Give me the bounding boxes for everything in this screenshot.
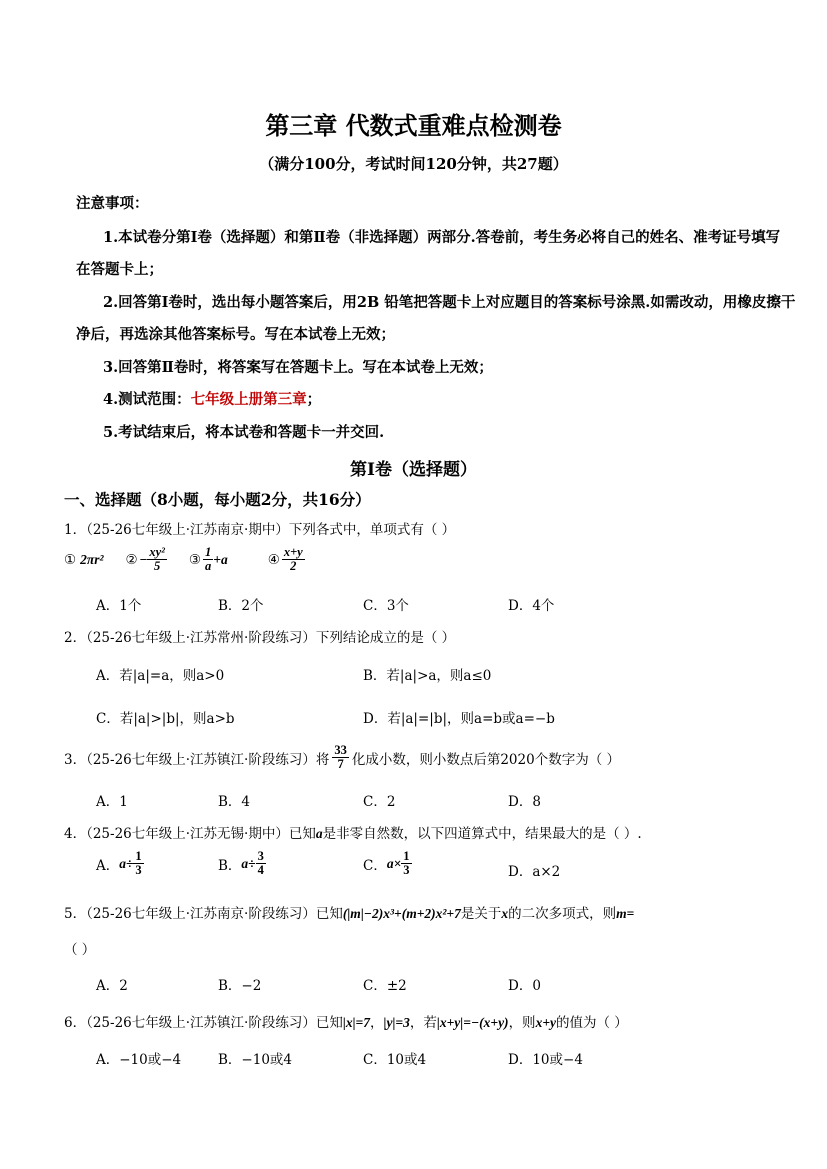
q5-answer-paren: （ ） (64, 942, 96, 958)
q4-stem-pre: 4．（25-26七年级上·江苏无锡·期中）已知 (64, 826, 316, 842)
q1-option-a[interactable]: A．1个 (96, 598, 142, 614)
q3-option-b[interactable]: B．4 (218, 794, 251, 810)
question-5-stem (64, 902, 634, 922)
q3-fraction (332, 744, 349, 771)
expr-3-den: a (205, 559, 212, 574)
note-item-5: 5.考试结束后，将本试卷和答题卡一并交回. (103, 424, 385, 441)
q6-cond-2: |y|=3 (383, 1015, 410, 1030)
q3-frac-den: 7 (337, 757, 344, 772)
q4-stem-post: 是非零自然数，以下四道算式中，结果最大的是（ ）. (322, 826, 642, 842)
q3-frac-num: 33 (334, 743, 347, 757)
expr-4-den: 2 (290, 559, 297, 574)
q3-option-d[interactable]: D．8 (508, 794, 541, 810)
expr-3-fraction (203, 546, 213, 573)
q6-mid: ，若 (409, 1015, 437, 1031)
expr-4-fraction (282, 546, 305, 573)
expr-3-num: 1 (205, 545, 212, 559)
expr-label-3: ③ (188, 551, 201, 568)
q4-b-num: 3 (257, 849, 264, 863)
q5-option-c[interactable]: C．±2 (363, 978, 407, 994)
q5-stem-mid: 是关于 (460, 906, 502, 922)
q5-var2: m (616, 906, 627, 921)
q6-option-b[interactable]: B．−10或4 (218, 1052, 292, 1068)
note-item-1: 1.本试卷分第Ⅰ卷（选择题）和第Ⅱ卷（非选择题）两部分.答卷前，考生务必将自己的姓名、准考证号填写 (103, 229, 781, 246)
note-item-2-cont: 净后，再选涂其他答案标号。写在本试卷上无效； (76, 326, 395, 343)
q5-expression: (|m|−2)x³+(m+2)x²+7 (342, 906, 461, 921)
q2-option-b[interactable]: B．若|a|>a，则a≤0 (363, 668, 492, 684)
q2-option-d[interactable]: D．若|a|=|b|，则a=b或a=−b (363, 711, 555, 727)
question-3-stem (64, 744, 620, 771)
note-item-1-cont: 在答题卡上； (76, 261, 163, 278)
q6-post: ，则 (508, 1015, 536, 1031)
q4-c-fraction (401, 850, 411, 877)
expr-label-4: ④ (267, 551, 280, 568)
q6-cond-1: |x|=7 (342, 1015, 370, 1030)
expr-1: 2πr² (80, 551, 104, 567)
question-1-expressions (64, 546, 305, 573)
q6-end: 的值为（ ） (556, 1015, 628, 1031)
question-2-stem: 2．（25-26七年级上·江苏常州·阶段练习）下列结论成立的是（ ） (64, 630, 456, 646)
q4-c-num: 1 (403, 849, 410, 863)
expr-label-2: ② (125, 551, 138, 568)
q5-option-b[interactable]: B．−2 (218, 978, 262, 994)
q6-cond-3: |x+y|=−(x+y) (436, 1015, 509, 1030)
q4-c-den: 3 (403, 863, 410, 878)
q5-stem-pre: 5．（25-26七年级上·江苏南京·阶段练习）已知 (64, 906, 343, 922)
q4-c-op: a× (386, 855, 402, 871)
expr-2-num: xy² (149, 545, 165, 559)
q4-option-c[interactable] (363, 850, 412, 877)
q4-option-d[interactable]: D．a×2 (508, 864, 561, 880)
section-title: 第Ⅰ卷（选择题） (350, 460, 477, 480)
question-1-stem: 1．（25-26七年级上·江苏南京·期中）下列各式中，单项式有（ ） (64, 522, 456, 538)
q6-option-a[interactable]: A．−10或−4 (96, 1052, 182, 1068)
expr-3-tail: +a (213, 551, 228, 567)
q4-a-den: 3 (135, 863, 142, 878)
q4-a-op: a÷ (119, 855, 134, 871)
q4-var: a (315, 826, 323, 841)
expr-2-den: 5 (153, 559, 161, 574)
q5-option-d[interactable]: D．0 (508, 978, 541, 994)
q3-stem-pre: 3．（25-26七年级上·江苏镇江·阶段练习）将 (64, 751, 330, 768)
q4-b-den: 4 (257, 863, 264, 878)
q4-b-op: a÷ (241, 855, 256, 871)
q4-a-label: A． (96, 857, 120, 874)
note-item-3: 3.回答第Ⅱ卷时，将答案写在答题卡上。写在本试卷上无效； (103, 359, 493, 376)
q3-option-a[interactable]: A．1 (96, 794, 128, 810)
q5-option-a[interactable]: A．2 (96, 978, 128, 994)
q4-b-label: B． (218, 857, 242, 874)
section-heading: 一、选择题（8小题，每小题2分，共16分） (64, 490, 371, 509)
q5-var: x (501, 906, 509, 921)
note-item-4-prefix: 4.测试范围： (103, 391, 191, 408)
question-6-stem: 6．（25-26七年级上·江苏镇江·阶段练习）已知|x|=7，|y|=3，若|x+y|=−(x+y)，则x+y的值为（ ） (64, 1015, 628, 1031)
expr-2-sign: − (139, 551, 148, 567)
q1-option-b[interactable]: B．2个 (218, 598, 264, 614)
page-title: 第三章 代数式重难点检测卷 (265, 111, 562, 140)
q5-stem-post: 的二次多项式，则 (508, 906, 617, 922)
q3-stem-post: 化成小数，则小数点后第2020个数字为（ ） (351, 751, 620, 768)
q4-b-fraction (256, 850, 266, 877)
q1-option-d[interactable]: D．4个 (508, 598, 555, 614)
note-item-4 (103, 388, 321, 409)
q6-option-c[interactable]: C．10或4 (363, 1052, 427, 1068)
expr-4-num: x+y (283, 545, 303, 559)
expr-label-1: ① (64, 551, 77, 568)
q6-option-d[interactable]: D．10或−4 (508, 1052, 583, 1068)
q6-stem-pre: 6．（25-26七年级上·江苏镇江·阶段练习）已知 (64, 1015, 343, 1031)
q1-option-c[interactable]: C．3个 (363, 598, 409, 614)
test-scope: 七年级上册第三章 (190, 391, 307, 408)
q5-eq: = (626, 906, 635, 921)
notes-heading: 注意事项： (76, 195, 149, 212)
note-item-2: 2.回答第Ⅰ卷时，选出每小题答案后，用2B 铅笔把答题卡上对应题目的答案标号涂黑.如需改动，用橡皮擦干 (103, 294, 796, 311)
q3-option-c[interactable]: C．2 (363, 794, 396, 810)
question-4-stem (64, 822, 642, 842)
q4-c-label: C． (363, 857, 387, 874)
q4-a-fraction (133, 850, 143, 877)
q2-option-c[interactable]: C．若|a|>|b|，则a>b (96, 711, 235, 727)
q2-option-a[interactable]: A．若|a|=a，则a>0 (96, 668, 225, 684)
q4-option-a[interactable] (96, 850, 144, 877)
q4-a-num: 1 (135, 849, 142, 863)
q6-target: x+y (535, 1015, 556, 1030)
q4-option-b[interactable] (218, 850, 266, 877)
expr-2-fraction (147, 546, 167, 573)
note-item-4-suffix: ； (306, 391, 322, 408)
page-subtitle: （满分100分，考试时间120分钟，共27题） (259, 155, 568, 173)
